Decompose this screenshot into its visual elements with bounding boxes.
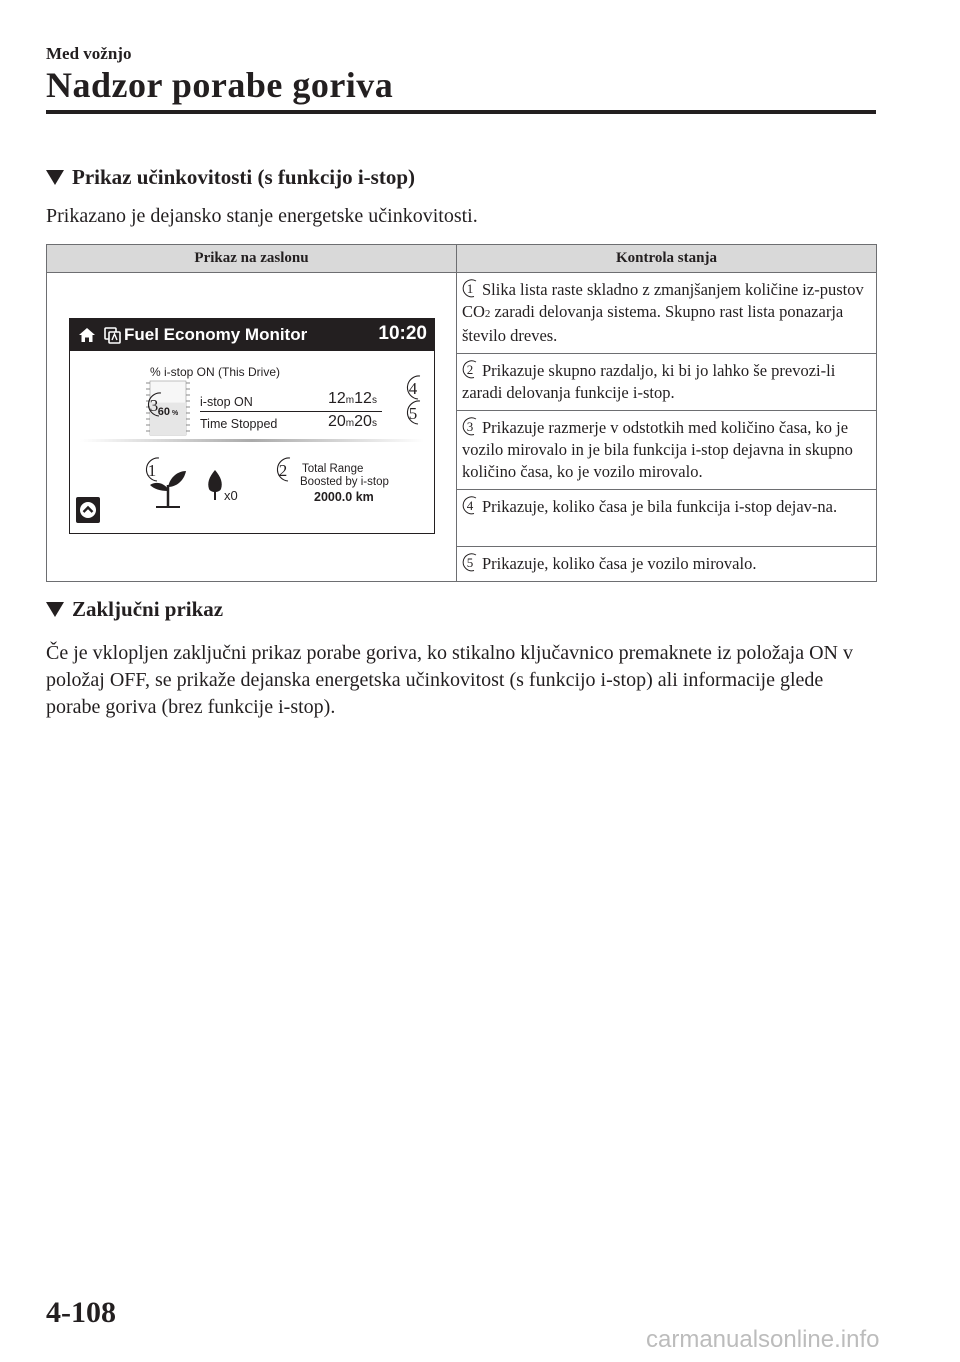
row-2-text: Prikazuje skupno razdaljo, ki bi jo lahko še prevozi-li zaradi delovanja funkcije i-stop. (462, 361, 836, 402)
stopped-duration (328, 411, 377, 435)
row-3-text: Prikazuje razmerje v odstotkih med količino časa, ko je vozilo mirovalo in je bila funkcija i-stop dejavna in skupno količino časa, ko je vozilo mirovalo. (462, 418, 853, 481)
table-header-status: Kontrola stanja (457, 245, 877, 273)
svg-text:2: 2 (278, 461, 288, 480)
status-row-4 (457, 490, 877, 547)
table-header-display: Prikaz na zaslonu (47, 245, 457, 273)
number-badge-2 (462, 360, 479, 379)
triangle-bullet-icon (46, 170, 64, 185)
chevron-up-icon (76, 497, 100, 523)
stopped-minutes: 20 (328, 413, 346, 430)
app-icon (104, 327, 121, 344)
status-row-1 (457, 273, 877, 354)
screen-header (70, 319, 434, 351)
section-intro: Prikazano je dejansko stanje energetske učinkovitosti. (46, 205, 478, 227)
total-range-label: Total Range (302, 463, 364, 475)
callout-5 (403, 399, 425, 427)
boosted-label: Boosted by i-stop (300, 476, 389, 488)
chapter-label: Med vožnjo (46, 44, 132, 63)
svg-text:3: 3 (149, 396, 159, 415)
scroll-up-button[interactable] (76, 497, 100, 523)
number-badge-1 (462, 279, 479, 298)
range-value: 2000.0 km (314, 490, 374, 504)
row-4-text: Prikazuje, koliko časa je bila funkcija i-stop dejav-na. (482, 497, 838, 516)
section-separator (70, 437, 434, 445)
istop-minutes: 12 (328, 390, 346, 407)
home-icon (78, 326, 96, 344)
gauge-value: 60 (157, 406, 170, 418)
screen-title: Fuel Economy Monitor (124, 325, 308, 344)
section-heading-text: Zaključni prikaz (72, 597, 224, 621)
triangle-bullet-icon (46, 602, 64, 617)
section-heading-efficiency (46, 165, 415, 190)
tree-icon (206, 469, 224, 501)
status-table (46, 244, 877, 582)
number-badge-5 (462, 553, 479, 572)
seconds-unit: s (371, 395, 377, 406)
total-range-block (302, 463, 389, 504)
callout-4 (403, 374, 425, 402)
time-stopped-label: Time Stopped (200, 417, 278, 431)
svg-text:3: 3 (466, 419, 474, 434)
svg-text:5: 5 (466, 555, 474, 570)
page-number: 4-108 (46, 1296, 116, 1329)
status-row-5 (457, 547, 877, 582)
number-badge-3 (462, 417, 479, 436)
row-5-text: Prikazuje, koliko časa je vozilo mirovalo. (482, 554, 757, 573)
callout-2 (273, 456, 295, 484)
callout-1 (142, 456, 164, 484)
svg-text:4: 4 (466, 498, 474, 513)
section-heading-text: Prikaz učinkovitosti (s funkcijo i-stop) (72, 165, 416, 189)
svg-text:2: 2 (466, 362, 474, 377)
istop-percent-label: % i-stop ON (This Drive) (150, 365, 281, 379)
fuel-economy-screen (69, 318, 435, 534)
page-title: Nadzor porabe goriva (46, 65, 394, 105)
svg-text:5: 5 (408, 404, 418, 423)
seconds-unit: s (371, 418, 377, 429)
minutes-unit: m (345, 395, 355, 406)
stopped-seconds: 20 (354, 413, 372, 430)
display-illustration-cell (47, 273, 457, 582)
status-row-2 (457, 354, 877, 411)
minutes-unit: m (345, 418, 355, 429)
istop-duration (328, 388, 377, 412)
screen-clock: 10:20 (378, 323, 427, 344)
istop-seconds: 12 (354, 390, 372, 407)
svg-text:1: 1 (147, 461, 157, 480)
final-display-text: Če je vklopljen zaključni prikaz porabe goriva, ko stikalno ključavnico premaknete iz položaja ON v položaj OFF, se prikaže dejanska energetska učinkovitost (s funkcijo i-stop) ali informacije glede porabe goriva (brez funkcije i-stop). (46, 642, 853, 718)
tree-count: x0 (224, 488, 238, 503)
number-badge-4 (462, 496, 479, 515)
title-divider (46, 110, 876, 114)
istop-on-label: i-stop ON (200, 395, 253, 409)
watermark: carmanualsonline.info (646, 1326, 880, 1353)
row-1-subscript: 2 (484, 308, 491, 320)
status-row-3 (457, 411, 877, 490)
svg-text:1: 1 (466, 281, 474, 296)
section-heading-final (46, 597, 223, 622)
row-1-text-a: Slika lista raste skladno z zmanjšanjem količine iz-pustov CO (462, 280, 864, 321)
row-1-text-b: zaradi delovanja sistema. Skupno rast lista ponazarja število dreves. (462, 302, 844, 345)
gauge-unit: % (172, 410, 179, 417)
callout-3 (144, 391, 166, 419)
svg-text:4: 4 (408, 379, 418, 398)
